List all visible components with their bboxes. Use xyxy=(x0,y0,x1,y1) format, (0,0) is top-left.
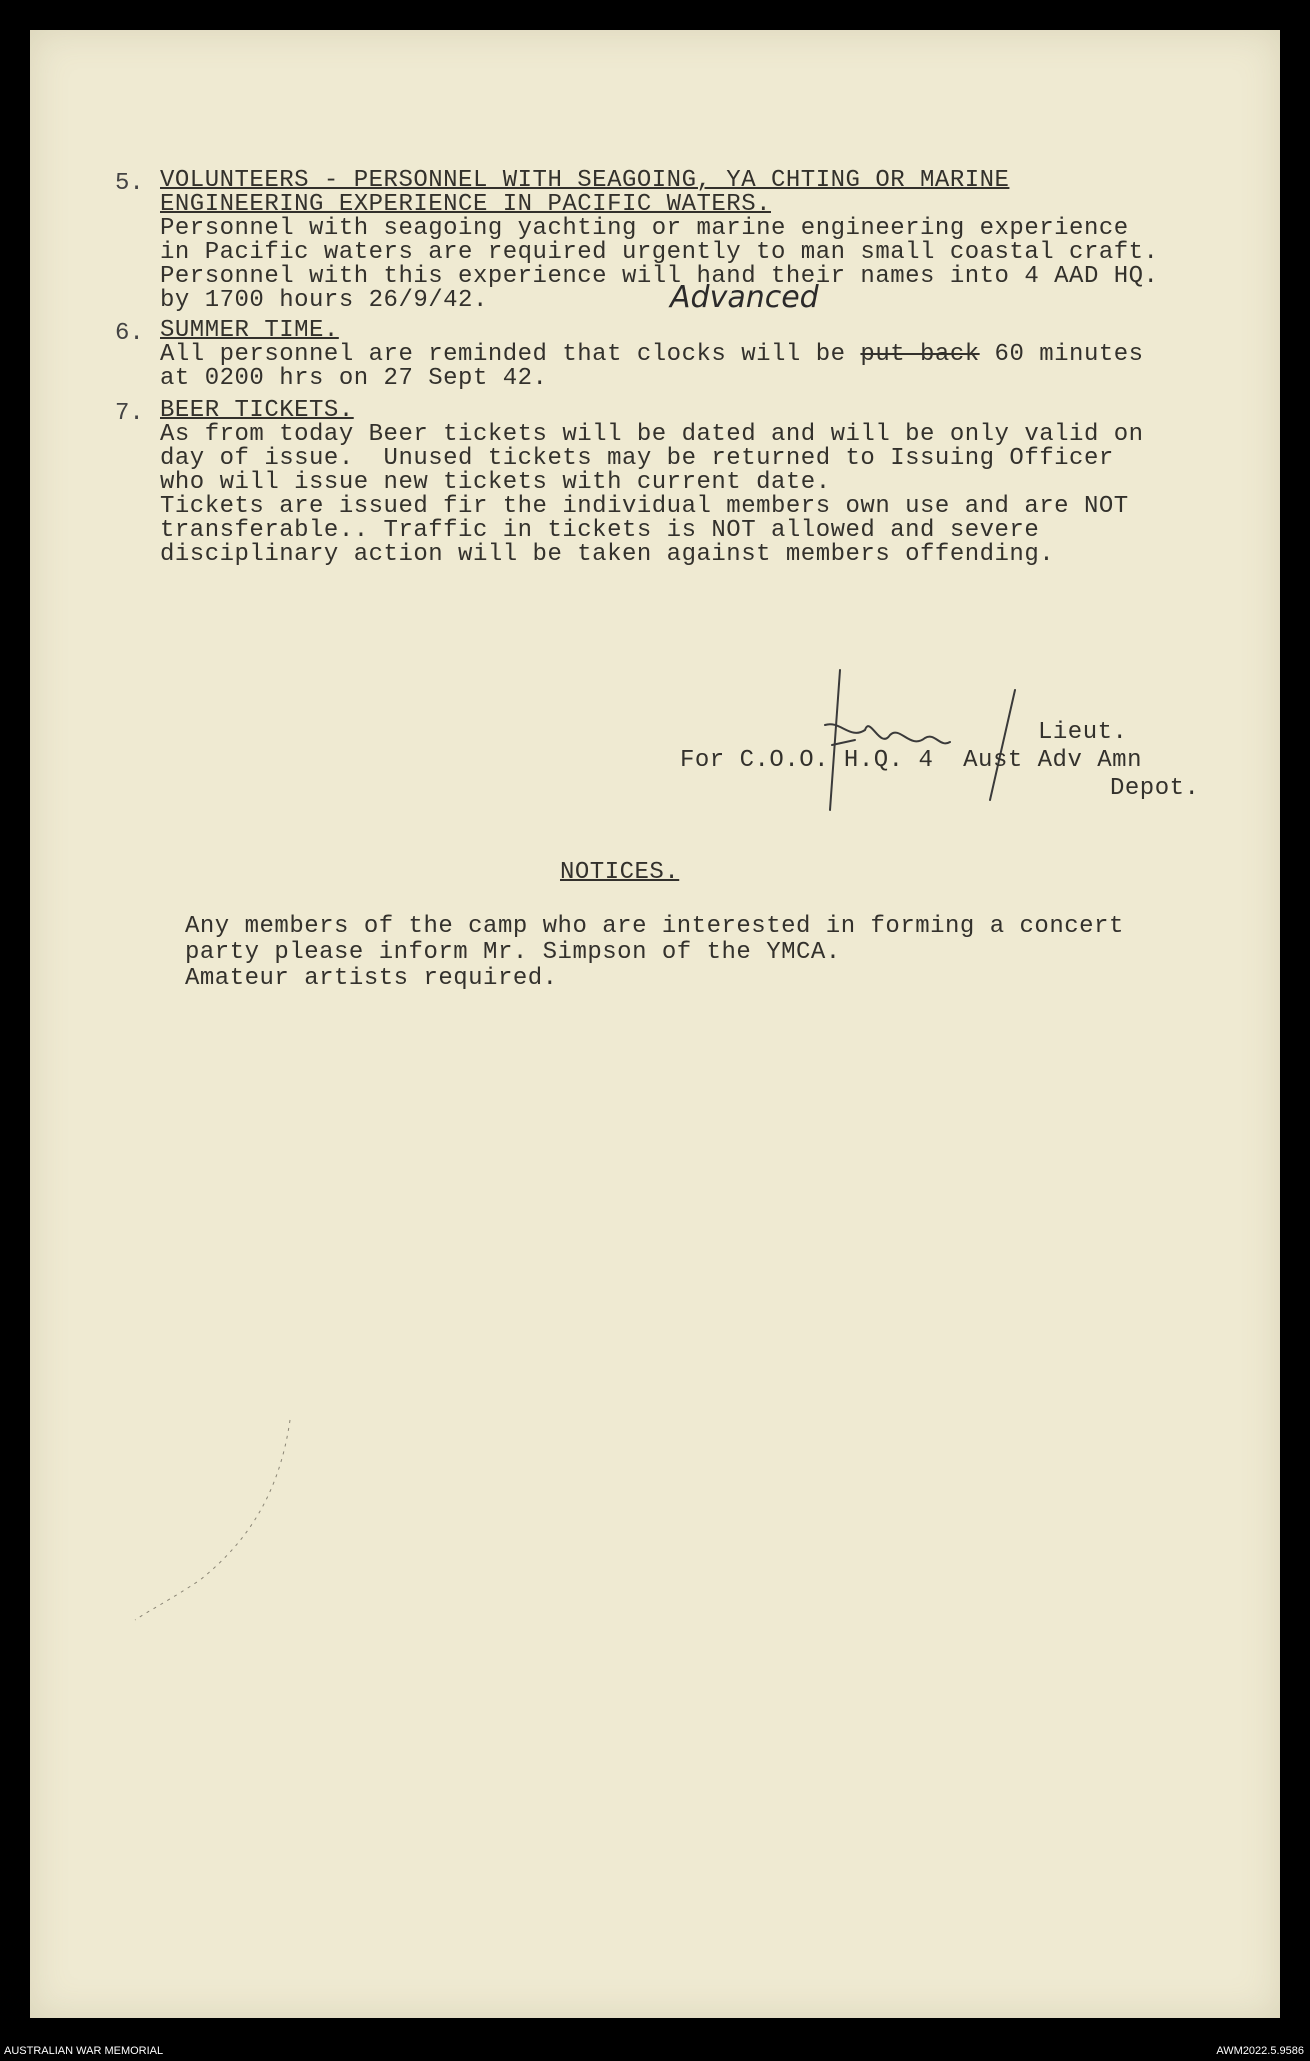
item-5-heading-line-2: ENGINEERING EXPERIENCE IN PACIFIC WATERS. xyxy=(160,191,771,218)
item-6-body-line-2: at 0200 hrs on 27 Sept 42. xyxy=(160,365,548,392)
notices-line-3: Amateur artists required. xyxy=(185,965,558,992)
item-7-body-line-3: who will issue new tickets with current date. xyxy=(160,469,831,496)
item-number-6: 6. xyxy=(115,320,144,347)
signature-rank: Lieut. xyxy=(1038,719,1128,746)
footer-left-caption: AUSTRALIAN WAR MEMORIAL xyxy=(4,2045,164,2057)
struck-text: put back xyxy=(860,341,980,368)
item-5-body-line-3: Personnel with this experience will hand their names into 4 AAD HQ. xyxy=(160,263,1159,290)
item-5-body-line-1: Personnel with seagoing yachting or marine engineering experience xyxy=(160,215,1129,242)
notices-line-2: party please inform Mr. Simpson of the YMCA. xyxy=(185,939,841,966)
item-number-5: 5. xyxy=(115,170,144,197)
item-7-body-line-1: As from today Beer tickets will be dated and will be only valid on xyxy=(160,421,1144,448)
item-6-body-line-1: All personnel are reminded that clocks will be put back 60 minutes xyxy=(160,341,1144,368)
item-5-body-line-2: in Pacific waters are required urgently to man small coastal craft. xyxy=(160,239,1159,266)
handwritten-signature xyxy=(810,660,1050,830)
footer-right-caption: AWM2022.5.9586 xyxy=(1216,2045,1304,2057)
document-page xyxy=(30,30,1280,2018)
item-7-body-line-5: transferable.. Traffic in tickets is NOT allowed and severe xyxy=(160,517,1040,544)
notices-title: NOTICES. xyxy=(560,859,680,886)
item-5-heading-line-1: VOLUNTEERS - PERSONNEL WITH SEAGOING, YA CHTING OR MARINE xyxy=(160,167,1010,194)
item-7-body-line-2: day of issue. Unused tickets may be returned to Issuing Officer xyxy=(160,445,1114,472)
item-number-7: 7. xyxy=(115,400,144,427)
item-7-body-line-4: Tickets are issued fir the individual members own use and are NOT xyxy=(160,493,1129,520)
item-6-heading: SUMMER TIME. xyxy=(160,317,339,344)
notices-line-1: Any members of the camp who are interested in forming a concert xyxy=(185,913,1124,940)
signature-unit-end: Depot. xyxy=(1110,775,1200,802)
item-7-body-line-6: disciplinary action will be taken against members offending. xyxy=(160,541,1055,568)
handwritten-correction: Advanced xyxy=(670,280,819,315)
item-7-heading: BEER TICKETS. xyxy=(160,397,354,424)
signature-for-line: For C.O.O. H.Q. 4 Aust Adv Amn xyxy=(680,747,1142,774)
paper-scratch-marks xyxy=(130,1410,330,1630)
item-5-body-line-4: by 1700 hours 26/9/42. xyxy=(160,287,488,314)
